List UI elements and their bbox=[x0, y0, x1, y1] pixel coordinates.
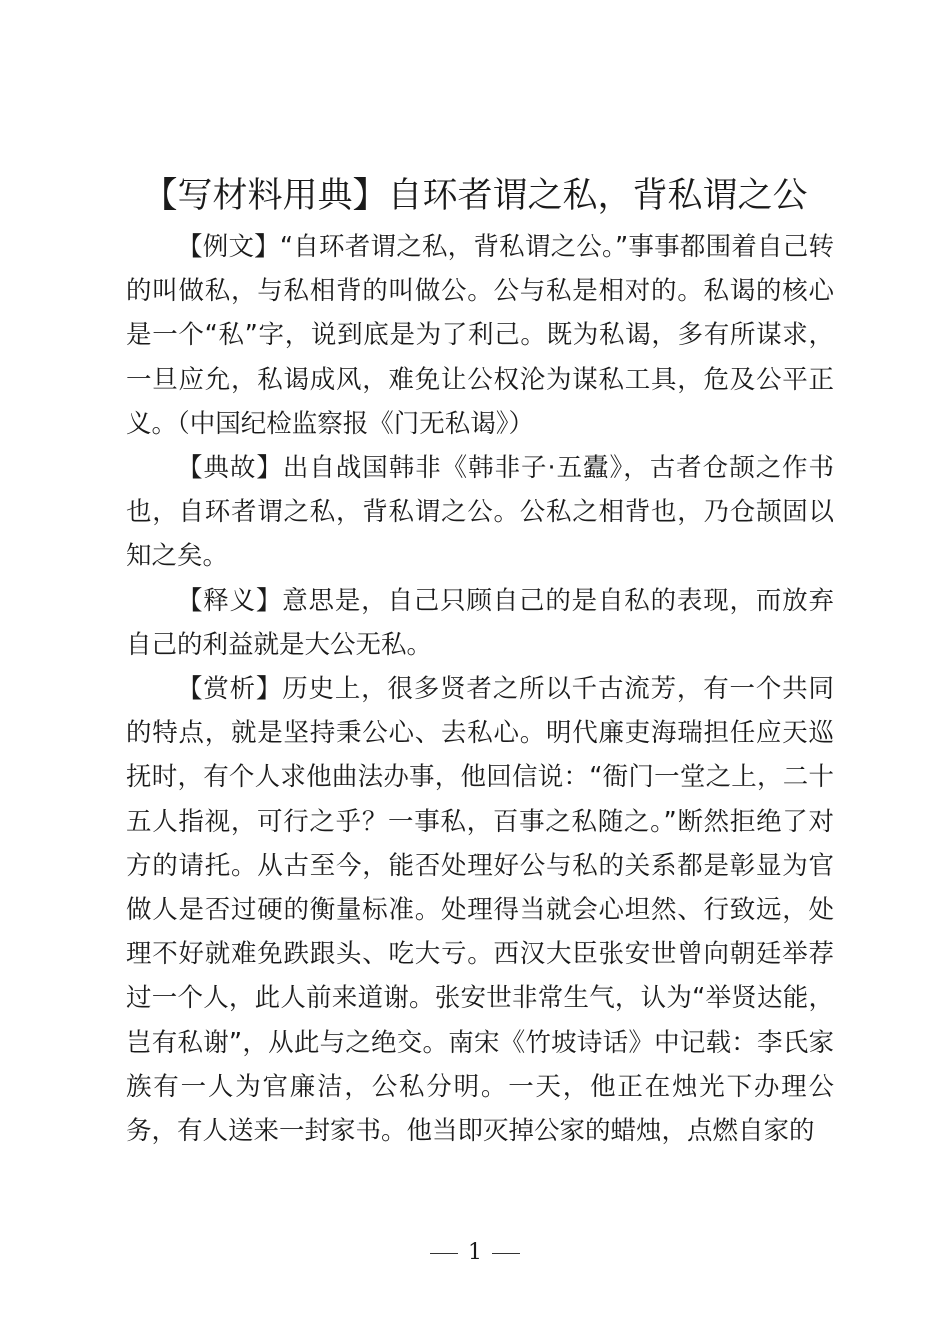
page-footer bbox=[0, 1238, 950, 1268]
footer-dash-right bbox=[492, 1253, 520, 1254]
paragraph-meaning: 【释义】意思是，自己只顾自己的是自私的表现，而放弃自己的利益就是大公无私。 bbox=[126, 585, 834, 660]
paragraph-analysis: 【赏析】历史上，很多贤者之所以千古流芳，有一个共同的特点，就是坚持秉公心、去私心。明代廉吏海瑞担任应天巡抚时，有个人求他曲法办事，他回信说：“衙门一堂之上，二十五人指视，可行之乎？一事私，百事之私随之。”断然拒绝了对方的请托。从古至今，能否处理好公与私的关系都是彰显为官做人是否过硬的衡量标准。处理得当就会心坦然、行致远，处理不好就难免跌跟头、吃大亏。西汉大臣张安世曾向朝廷举荐过一个人，此人前来道谢。张安世非常生气，认为“举贤达能，岂有私谢”，从此与之绝交。南宋《竹坡诗话》中记载：李氏家族有一人为官廉洁，公私分明。一天，他正在烛光下办理公务，有人送来一封家书。他当即灭掉公家的蜡烛，点燃自家的 bbox=[126, 674, 834, 1147]
footer-dash-left bbox=[430, 1253, 458, 1254]
paragraph-example: 【例文】“自环者谓之私，背私谓之公。”事事都围着自己转的叫做私，与私相背的叫做公。公与私是相对的。私谒的核心是一个“私”字，说到底是为了利己。既为私谒，多有所谋求，一旦应允，私谒成风，难免让公权沦为谋私工具，危及公平正义。（中国纪检监察报《门无私谒》） bbox=[126, 232, 834, 439]
paragraph-allusion: 【典故】出自战国韩非《韩非子·五蠹》，古者仓颉之作书也，自环者谓之私，背私谓之公。公私之相背也，乃仓颉固以知之矣。 bbox=[126, 453, 834, 572]
page-number: 1 bbox=[468, 1240, 482, 1265]
document-title: 【写材料用典】自环者谓之私，背私谓之公 bbox=[142, 176, 808, 216]
document-body bbox=[126, 225, 834, 1153]
